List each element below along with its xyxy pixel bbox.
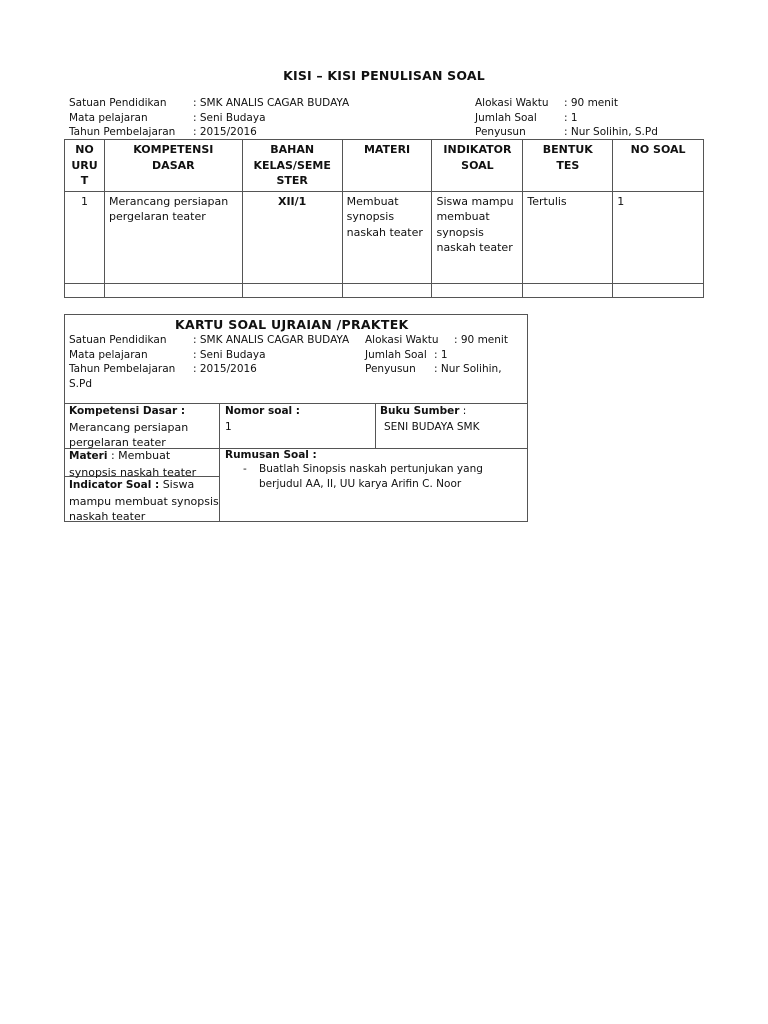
info-row-alokasi [475,96,705,111]
empty-cell [523,283,613,297]
header-line: KOMPETENSI [133,143,214,156]
cell-bentuk: Tertulis [523,191,613,283]
header-line: TES [556,158,580,172]
card-satuan-value: : SMK ANALIS CAGAR BUDAYA [193,334,350,346]
header-line: BENTUK [542,143,593,156]
card-rumusan-item: Buatlah Sinopsis naskah pertunjukan yang berjudul AA, II, UU karya Arifin C. Noor [259,463,483,490]
card-indikator-cell [69,477,219,525]
card-indikator-label: Indicator Soal : [69,479,160,491]
card-tahun-value: : 2015/2016 [193,363,257,375]
info-value: : Seni Budaya [193,111,266,124]
card-kompetensi-label: Kompetensi Dasar : [69,405,186,417]
header-no-soal [613,140,704,192]
cell-materi: Membuat synopsis naskah teater [342,191,432,283]
card-nomor-cell [225,404,371,435]
card-alokasi-label: Alokasi Waktu [365,334,439,346]
cell-no-soal: 1 [613,191,704,283]
header-bentuk [523,140,613,192]
page-title: KISI – KISI PENULISAN SOAL [283,68,485,83]
card-mapel-value: : Seni Budaya [193,348,266,361]
info-value: : 1 [564,111,578,124]
card-penyusun-value: : Nur Solihin, [434,363,502,375]
info-value: : SMK ANALIS CAGAR BUDAYA [193,97,350,109]
kartu-soal-card [64,314,528,522]
table-header-row [65,140,704,192]
info-row-penyusun [475,125,705,140]
card-nomor-value: 1 [225,420,232,433]
info-label: Alokasi Waktu [475,97,549,109]
card-materi-cell [69,448,219,480]
kisi-table [64,139,704,298]
header-line: STER [276,174,308,187]
card-rumusan-bullet: - [243,463,247,475]
table-row-empty [65,283,704,297]
info-label: Mata pelajaran [69,111,148,124]
card-penyusun-label: Penyusun [365,363,416,375]
cell-bahan: XII/1 [242,191,342,283]
header-line: KELAS/SEME [253,158,331,172]
cell-indikator: Siswa mampu membuat synopsis naskah teater [432,191,523,283]
cell-kompetensi: Merancang persiapan pergelaran teater [104,191,242,283]
card-buku-colon: : [459,405,467,417]
header-line: BAHAN [270,143,315,156]
card-penyusun-cont: S.Pd [69,377,92,390]
card-alokasi-value: : 90 menit [454,334,508,346]
card-jumlah-value: : 1 [434,348,448,361]
info-label: Tahun Pembelajaran [69,126,176,138]
card-divider [219,403,220,521]
card-divider [375,403,376,448]
empty-cell [342,283,432,297]
header-line: SOAL [461,158,494,172]
card-title: KARTU SOAL UJRAIAN /PRAKTEK [175,317,409,332]
empty-cell [432,283,523,297]
info-label: Penyusun [475,126,526,138]
header-line: INDIKATOR [443,143,512,156]
header-line: NO SOAL [630,143,686,156]
info-label: Satuan Pendidikan [69,97,167,109]
header-line: DASAR [152,158,195,172]
card-kompetensi-value: Merancang persiapan pergelaran teater [69,420,189,449]
empty-cell [242,283,342,297]
info-row-satuan [69,96,449,111]
cell-no: 1 [65,191,105,283]
empty-cell [104,283,242,297]
header-materi [342,140,432,192]
info-value: : 2015/2016 [193,126,257,138]
card-materi-value: : Membuat synopsis naskah teater [69,449,197,479]
card-mapel-label: Mata pelajaran [69,348,148,361]
card-materi-label: Materi [69,450,108,462]
card-buku-label: Buku Sumber [380,405,460,417]
card-indikator-value: Siswa mampu membuat synopsis naskah teater [69,478,219,523]
card-rumusan-label: Rumusan Soal : [225,449,317,461]
header-indikator [432,140,523,192]
header-bahan [242,140,342,192]
header-line: URU [71,158,98,172]
card-buku-cell [380,404,526,435]
card-nomor-label: Nomor soal : [225,405,300,417]
empty-cell [613,283,704,297]
empty-cell [65,283,105,297]
info-right [475,96,705,140]
info-value: : Nur Solihin, S.Pd [564,126,658,138]
card-jumlah-label: Jumlah Soal [365,348,427,361]
header-line: NO [75,143,94,156]
info-row-tahun [69,125,449,140]
header-line: MATERI [363,143,411,156]
header-kompetensi [104,140,242,192]
card-kompetensi-cell [69,404,217,451]
info-label: Jumlah Soal [475,111,537,124]
info-row-mapel [69,111,449,126]
header-line: T [80,174,89,187]
info-left [69,96,449,140]
info-value: : 90 menit [564,97,618,109]
table-row [65,191,704,283]
header-no [65,140,105,192]
info-row-jumlah [475,111,705,126]
card-tahun-label: Tahun Pembelajaran [69,363,176,375]
card-satuan-label: Satuan Pendidikan [69,334,167,346]
card-buku-value: SENI BUDAYA SMK [384,420,480,433]
